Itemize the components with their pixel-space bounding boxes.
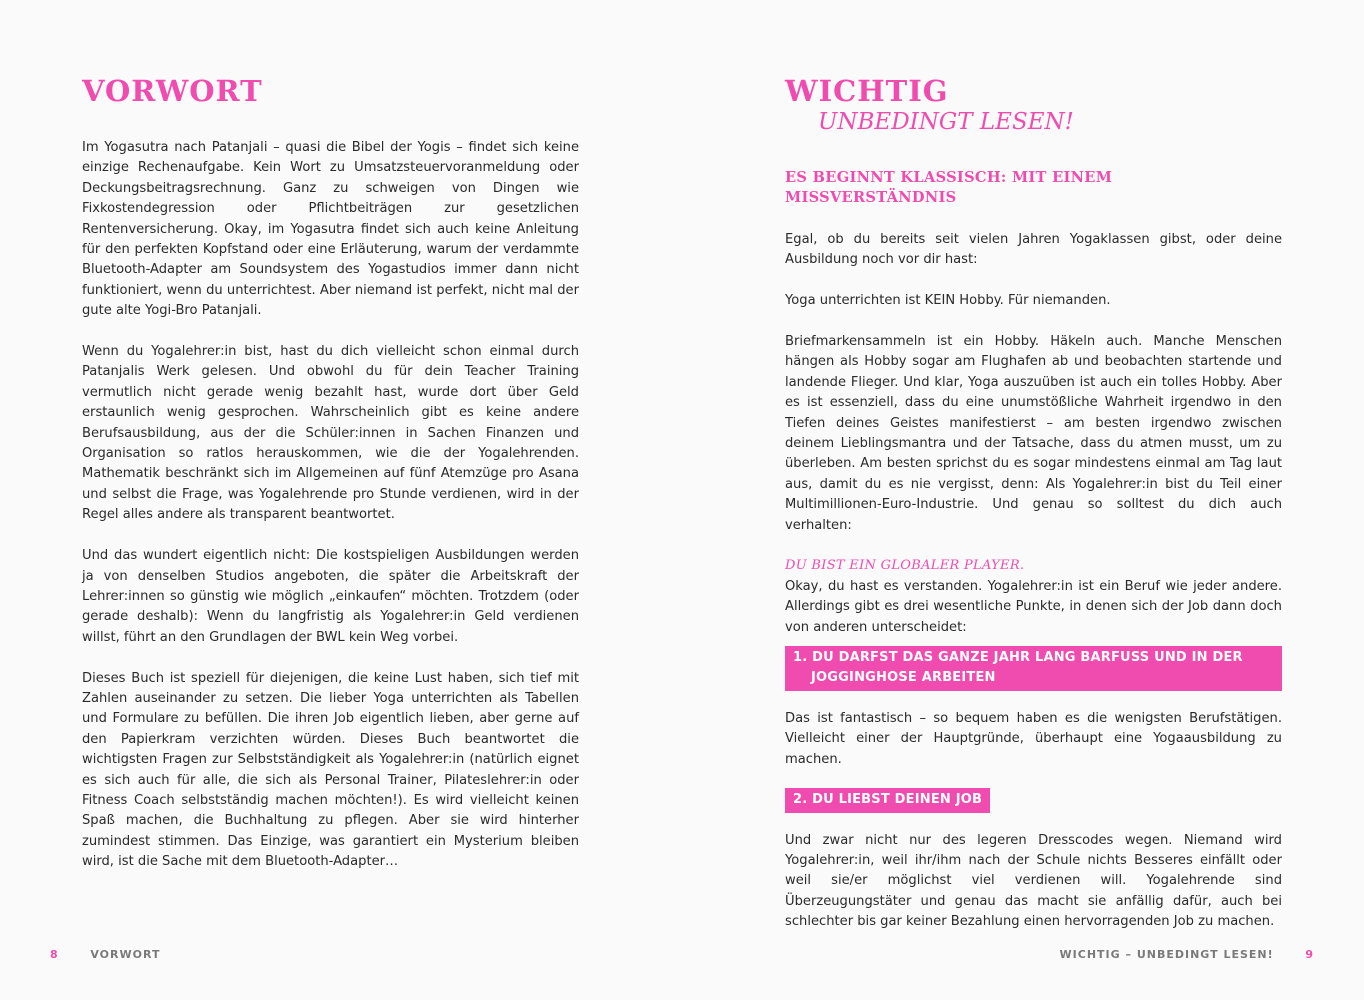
right-column xyxy=(785,74,1282,933)
section-heading: ES BEGINNT KLASSISCH: MIT EINEM MISSVERSTÄNDNIS xyxy=(785,169,1113,206)
paragraph: Okay, du hast es verstanden. Yogalehrer:in ist ein Beruf wie jeder andere. Allerdings gibt es drei wesentliche Punkte, in denen sich der Job dann doch von anderen unterscheidet: xyxy=(785,578,1282,635)
right-page xyxy=(682,0,1364,1000)
chapter-title: WICHTIG xyxy=(785,74,949,108)
left-footer xyxy=(50,947,160,963)
paragraph: Wenn du Yogalehrer:in bist, hast du dich vielleicht schon einmal durch Patanjalis Werk gelesen. Und obwohl du für dein Teacher Training vermutlich nicht gerade wenig bezahlt hast, wurde dort über Geld erstaunlich wenig gesprochen. Wahrscheinlich gibt es keine andere Berufsausbildung, aus der die Schüler:innen in Sachen Finanzen und Organisation so ratlos herauskommen, wie die der Yogalehrenden. Mathematik beschränkt sich im Allgemeinen auf fünf Atemzüge pro Asana und selbst die Frage, was Yogalehrende pro Stunde verdienen, wird in der Regel alles andere als transparent beantwortet. xyxy=(82,344,579,523)
paragraph: Und zwar nicht nur des legeren Dresscodes wegen. Niemand wird Yogalehrer:in, weil ihr/ihm nach der Schule nichts Besseres einfällt oder weil sie/er möglichst viel verdienen will. Yogalehrende sind Überzeugungstäter und genau das macht sie anfällig dafür, auch bei schlechter bis gar keiner Bezahlung einen hervorragenden Job zu machen. xyxy=(785,832,1282,930)
paragraph: Yoga unterrichten ist KEIN Hobby. Für niemanden. xyxy=(785,293,1111,309)
paragraph: Dieses Buch ist speziell für diejenigen, die keine Lust haben, sich tief mit Zahlen auseinander zu setzen. Die lieber Yoga unterrichten als Tabellen und Formulare zu befüllen. Die ihren Job eigentlich lieben, aber gerne auf den Papierkram verzichten würden. Dieses Buch beantwortet die wichtigsten Fragen zur Selbstständigkeit als Yogalehrer:in (natürlich eignet es sich auch für alle, die sich als Personal Trainer, Pilateslehrer:in oder Fitness Coach selbstständig machen möchten!). Es wird vielleicht keinen Spaß machen, die Buchhaltung zu pflegen. Aber sie wird hinterher zumindest stimmen. Das Einzige, was garantiert ein Mysterium bleiben wird, ist die Sache mit dem Bluetooth-Adapter… xyxy=(82,670,579,870)
paragraph: Egal, ob du bereits seit vielen Jahren Yogaklassen gibst, oder deine Ausbildung noch vor dir hast: xyxy=(785,232,1282,268)
paragraph: Briefmarkensammeln ist ein Hobby. Häkeln auch. Manche Menschen hängen als Hobby sogar am Flughafen ab und beobachten startende und landende Flieger. Und klar, Yoga auszuüben ist auch ein tolles Hobby. Aber es ist essenziell, dass du eine unumstößliche Wahrheit irgendwo in den Tiefen deines Geistes manifestierst – am besten irgendwo zwischen deinem Lieblingsmantra und der Tatsache, dass du atmen musst, um zu überleben. Am besten sprichst du es sogar mindestens einmal am Tag laut aus, damit du es nie vergisst, denn: Als Yogalehrer:in bist du Teil einer Multimillionen-Euro-Industrie. Und genau so solltest du dich auch verhalten: xyxy=(785,334,1282,533)
chapter-title: VORWORT xyxy=(82,74,263,108)
paragraph: Und das wundert eigentlich nicht: Die kostspieligen Ausbildungen werden ja von denselben Studios angeboten, die später die Arbeitskraft der Lehrer:innen so günstig wie möglich „einkaufen“ möchten. Trotzdem (oder gerade deshalb): Wenn du langfristig als Yogalehrer:in Geld verdienen willst, führt an den Grundlagen der BWL kein Weg vorbei. xyxy=(82,548,579,645)
paragraph: Das ist fantastisch – so bequem haben es die wenigsten Berufstätigen. Vielleicht einer der Hauptgründe, überhaupt eine Yogaausbildung zu machen. xyxy=(785,710,1282,767)
emphasis-line: DU BIST EIN GLOBALER PLAYER. xyxy=(785,558,1025,574)
page-number: 8 xyxy=(50,948,59,961)
running-header: WICHTIG – UNBEDINGT LESEN! xyxy=(1059,948,1274,961)
chapter-subtitle: UNBEDINGT LESEN! xyxy=(818,109,1074,135)
running-header: VORWORT xyxy=(90,948,161,961)
highlight-box: 1. DU DARFST DAS GANZE JAHR LANG BARFUSS UND IN DER JOGGINGHOSE ARBEITEN xyxy=(785,646,1282,691)
highlight-box: 2. DU LIEBST DEINEN JOB xyxy=(785,788,990,812)
page-number: 9 xyxy=(1305,948,1314,961)
left-column xyxy=(82,74,579,873)
paragraph: Im Yogasutra nach Patanjali – quasi die Bibel der Yogis – findet sich keine einzige Rechenaufgabe. Kein Wort zu Umsatzsteuervoranmeldung oder Deckungsbeitragsrechnung. Ganz zu schweigen von Dingen wie Fixkostendegression oder Pflichtbeiträgen zur gesetzlichen Rentenversicherung. Okay, im Yogasutra findet sich auch keine Anleitung für den perfekten Kopfstand oder eine Erläuterung, warum der verdammte Bluetooth-Adapter am Soundsystem des Yogastudios immer dann nicht funktioniert, wenn du unterrichtest. Aber niemand ist perfekt, nicht mal der gute alte Yogi-Bro Patanjali. xyxy=(82,140,579,319)
right-footer xyxy=(1060,947,1314,963)
